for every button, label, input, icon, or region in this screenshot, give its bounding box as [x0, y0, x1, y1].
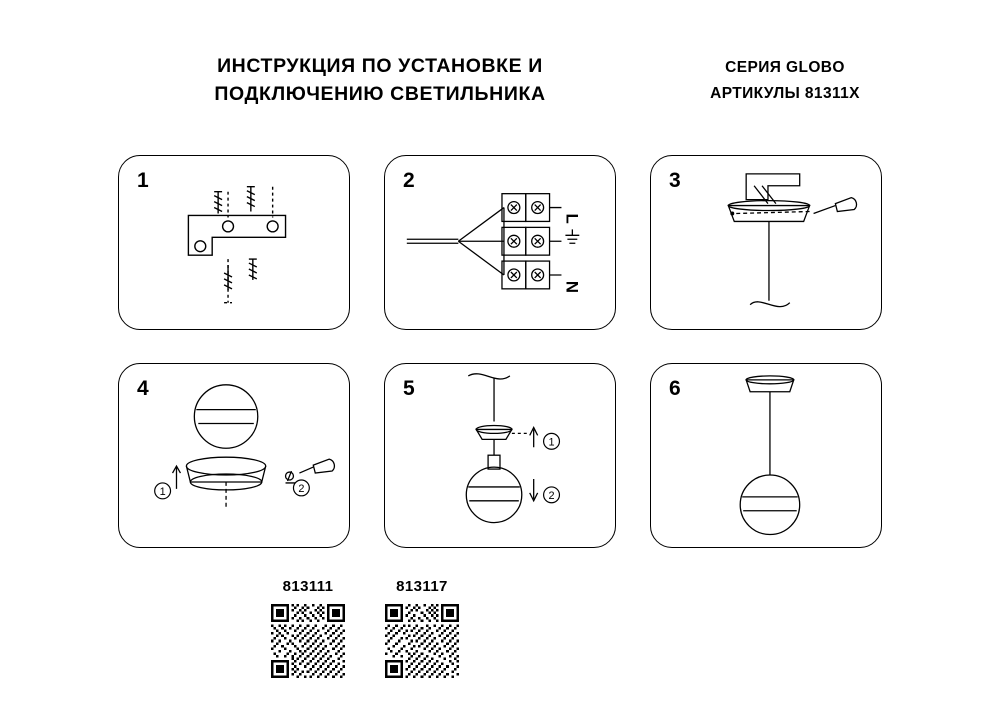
step-number-5: 5	[403, 377, 415, 400]
page-title	[200, 52, 560, 108]
page-title-line-1: ИНСТРУКЦИЯ ПО УСТАНОВКЕ И	[217, 55, 543, 77]
product-code-label-2: 813117	[396, 578, 448, 595]
step-3-illustration	[651, 156, 881, 329]
step-card-2	[384, 155, 616, 330]
step-4-illustration	[119, 364, 349, 547]
step-6-illustration	[651, 364, 881, 547]
step-number-3: 3	[669, 169, 681, 192]
product-code-block-2	[382, 578, 462, 678]
step-5-illustration	[385, 364, 615, 547]
step-card-4	[118, 363, 350, 548]
step-card-5	[384, 363, 616, 548]
step-number-4: 4	[137, 377, 149, 400]
step-2-illustration	[385, 156, 615, 329]
product-code-block-1	[268, 578, 348, 678]
step-card-1	[118, 155, 350, 330]
qr-code-813111	[271, 604, 345, 678]
step-4-callout-2: 2	[298, 482, 305, 495]
terminal-label-L: L	[562, 213, 582, 224]
step-1-illustration	[119, 156, 349, 329]
step-card-3	[650, 155, 882, 330]
step-5-callout-2: 2	[548, 489, 555, 502]
step-number-1: 1	[137, 169, 149, 192]
step-card-6	[650, 363, 882, 548]
qr-code-813117	[385, 604, 459, 678]
step-number-6: 6	[669, 377, 681, 400]
step-number-2: 2	[403, 169, 415, 192]
article-numbers: АРТИКУЛЫ 81311X	[710, 85, 860, 102]
product-code-label-1: 813111	[282, 578, 334, 595]
step-5-callout-1: 1	[548, 436, 555, 449]
page-title-line-2: ПОДКЛЮЧЕНИЮ СВЕТИЛЬНИКА	[214, 83, 546, 105]
step-4-callout-1: 1	[159, 485, 166, 498]
terminal-label-N: N	[562, 280, 582, 294]
series-name: СЕРИЯ GLOBO	[725, 59, 845, 76]
series-info	[640, 55, 930, 107]
